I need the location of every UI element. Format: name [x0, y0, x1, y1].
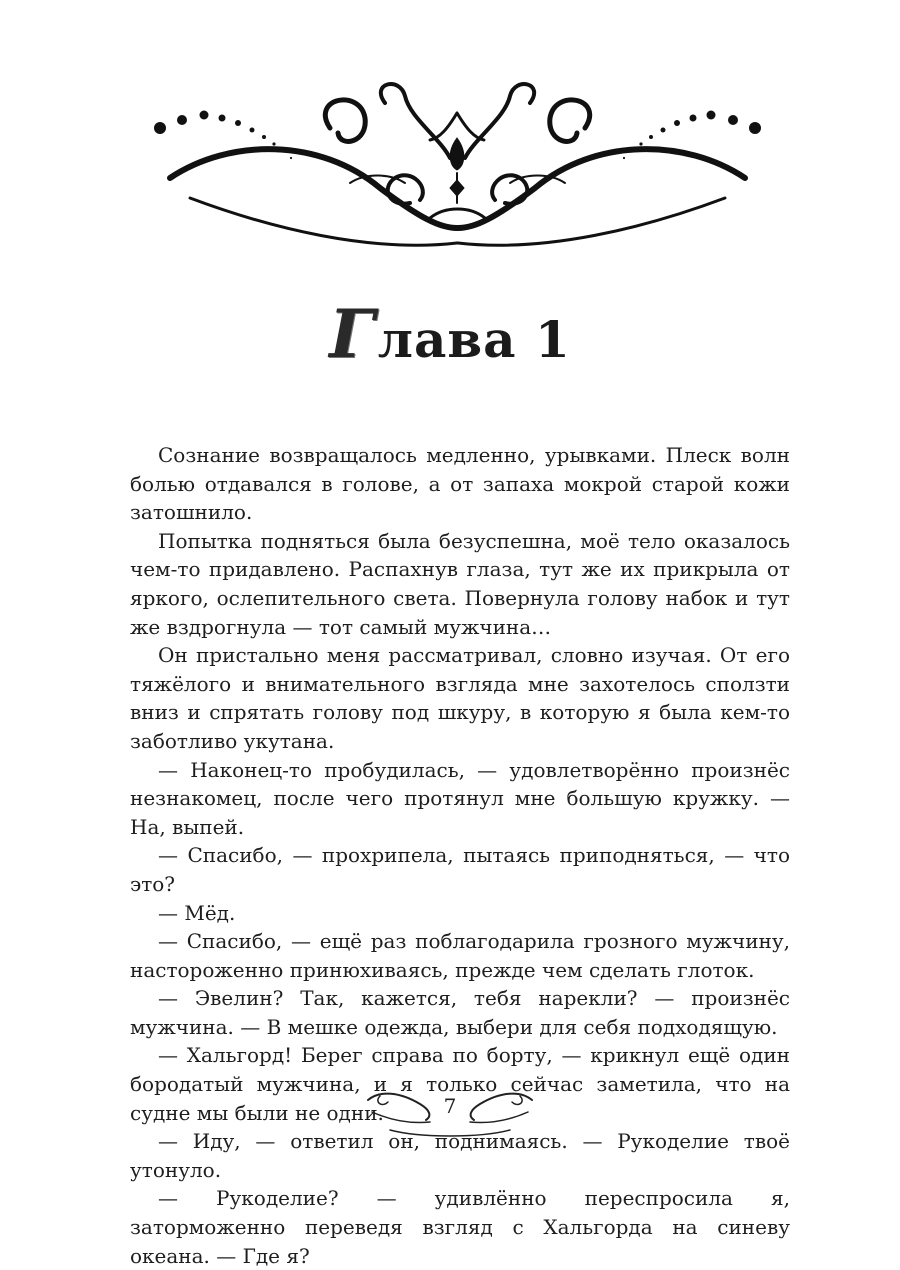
page-footer: [360, 1082, 540, 1140]
paragraph: Он пристально меня рассматривал, словно изучая. От его тяжёлого и внимательного взгляда мне захотелось сползти вниз и спрятать голову под шкуру, в которую я была кем-то заботливо укутана.: [130, 643, 790, 753]
chapter-title-initial: Г: [329, 295, 376, 373]
paragraph: — Эвелин? Так, кажется, тебя нарекли? — произнёс мужчина. — В мешке одежда, выбери для себя подходящую.: [130, 986, 790, 1039]
paragraph: — Рукоделие? — удивлённо переспросила я, заторможенно переведя взгляд с Хальгорда на синеву океана. — Где я?: [130, 1186, 790, 1268]
paragraph: — Спасибо, — прохрипела, пытаясь приподняться, — что это?: [130, 843, 790, 896]
paragraph: — Спасибо, — ещё раз поблагодарила грозного мужчину, настороженно принюхиваясь, прежде чем сделать глоток.: [130, 929, 790, 982]
paragraph: — Мёд.: [158, 900, 236, 925]
page-number: 7: [443, 1094, 457, 1118]
paragraph: Сознание возвращалось медленно, урывками. Плеск волн болью отдавался в голове, а от запаха мокрой старой кожи затошнило.: [130, 443, 790, 525]
paragraph: — Иду, — ответил он, поднимаясь. — Рукоделие твоё утонуло.: [130, 1129, 790, 1182]
paragraph: — Хальгорд! Берег справа по борту, — крикнул ещё один бородатый мужчина, и я только сейчас заметила, что на судне мы были не одни.: [130, 1043, 790, 1125]
chapter-title: [0, 295, 900, 373]
ornament-flourish-top: [150, 78, 765, 258]
chapter-title-text: лава 1: [377, 310, 571, 369]
paragraph: — Наконец-то пробудилась, — удовлетворённо произнёс незнакомец, после чего протянул мне большую кружку. — На, выпей.: [130, 757, 790, 839]
paragraph: Попытка подняться была безуспешна, моё тело оказалось чем-то придавлено. Распахнув глаза, тут же их прикрыла от яркого, ослепительного света. Повернула голову набок и тут же вздрогнула — тот самый мужчина…: [130, 528, 790, 639]
chapter-body-text: [130, 441, 790, 1270]
